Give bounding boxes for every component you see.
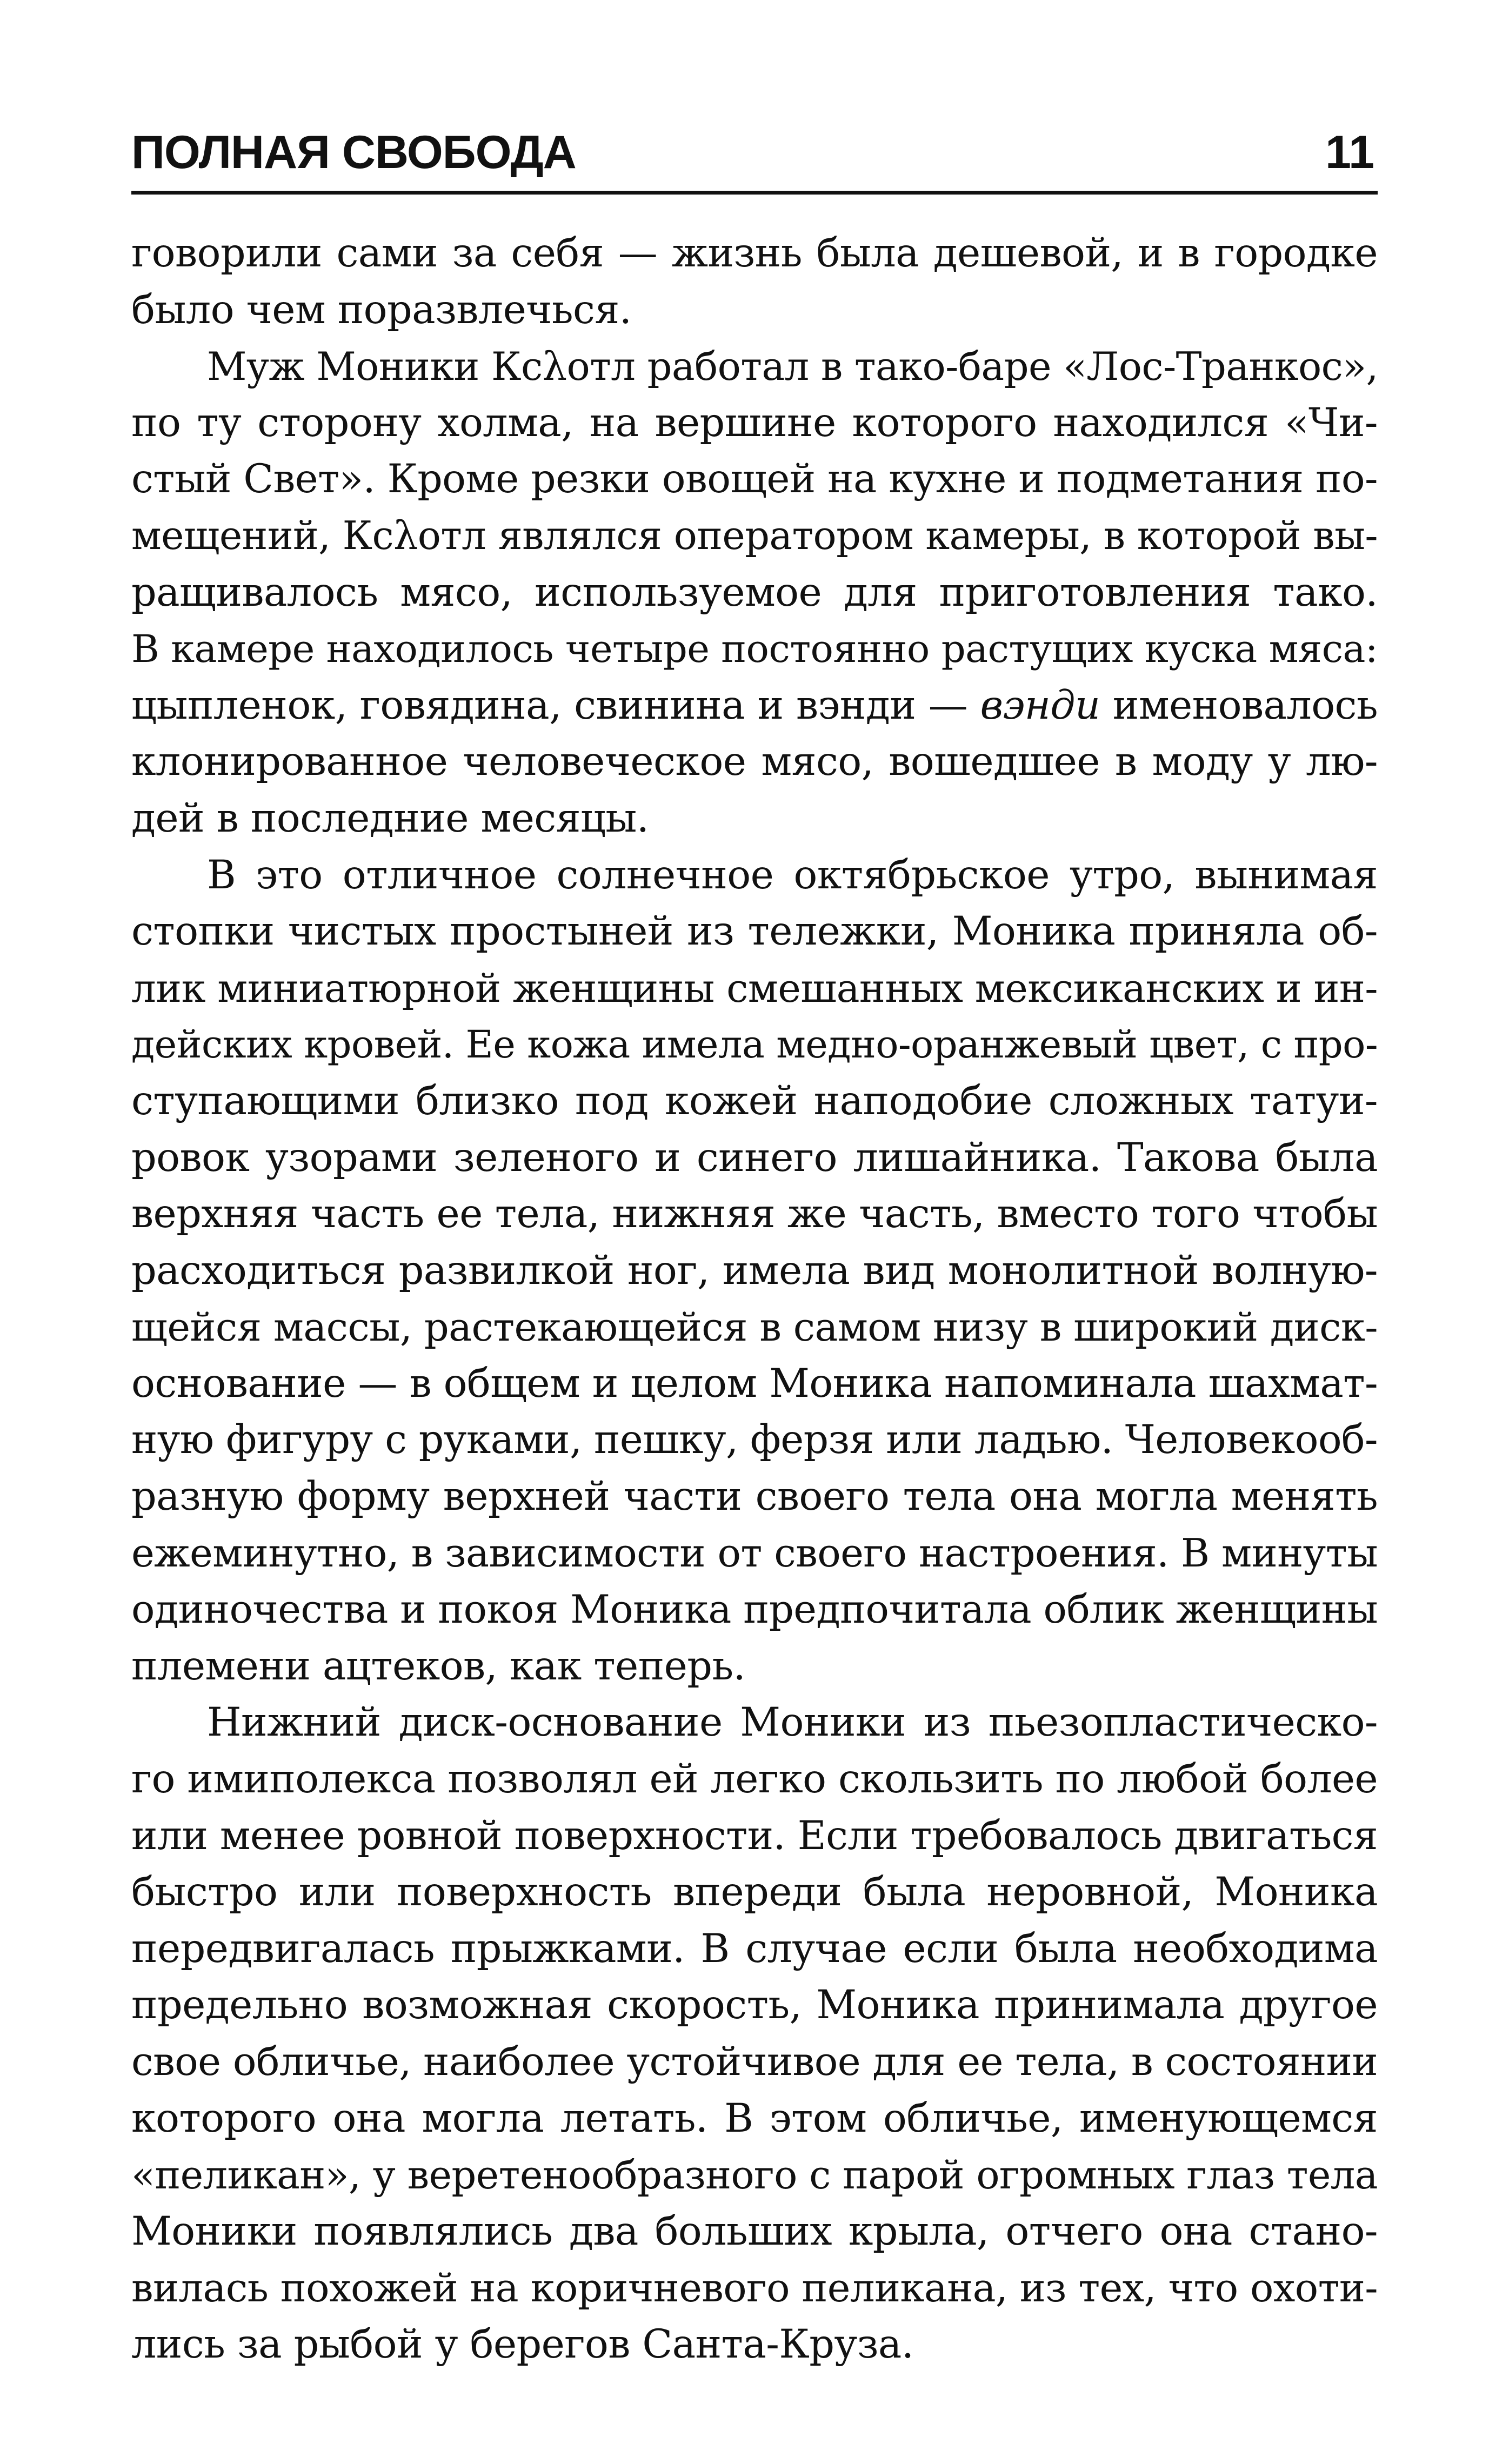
- text-line: Моники появлялись два больших крыла, отчего она стано-: [131, 2208, 1378, 2254]
- text-line: племени ацтеков, как теперь.: [131, 1643, 746, 1689]
- text-line: разную форму верхней части своего тела она могла менять: [131, 1474, 1378, 1520]
- text-line: или менее ровной поверхности. Если требовалось двигаться: [131, 1812, 1378, 1859]
- page-number: 11: [1325, 126, 1374, 178]
- text-line: которого она могла летать. В этом обличье, именующемся: [131, 2095, 1378, 2141]
- text-line: основание — в общем и целом Моника напоминала шахмат-: [131, 1360, 1378, 1407]
- text-line: предельно возможная скорость, Моника принимала другое: [131, 1982, 1378, 2028]
- text-line: ступающими близко под кожей наподобие сложных татуи-: [131, 1077, 1378, 1124]
- text-line: стый Свет». Кроме резки овощей на кухне и подметания по-: [131, 457, 1378, 503]
- text-line: по ту сторону холма, на вершине которого находился «Чи-: [131, 399, 1378, 446]
- text-line: быстро или поверхность впереди была неровной, Моника: [131, 1869, 1378, 1916]
- text-line: стопки чистых простыней из тележки, Моника приняла об-: [131, 908, 1378, 955]
- text-line: дейских кровей. Ее кожа имела медно-оранжевый цвет, с про-: [131, 1022, 1378, 1067]
- text-line: ную фигуру с руками, пешку, ферзя или ладью. Человекооб-: [131, 1417, 1378, 1463]
- text-line: мещений, Ксλотл являлся оператором камеры, в которой вы-: [131, 513, 1378, 558]
- text-line: ежеминутно, в зависимости от своего настроения. В минуты: [131, 1530, 1378, 1576]
- text-line-segment: цыпленок, говядина, свинина и вэнди —: [131, 682, 980, 728]
- text-line: клонированное человеческое мясо, вошедшее в моду у лю-: [131, 739, 1378, 785]
- running-head: [131, 125, 1378, 190]
- text-line: ращивалось мясо, используемое для приготовления тако.: [131, 569, 1378, 615]
- text-line: щейся массы, растекающейся в самом низу в широкий диск-: [131, 1304, 1378, 1350]
- text-line: дей в последние месяцы.: [131, 795, 649, 841]
- text-line: одиночества и покоя Моника предпочитала облик женщины: [131, 1587, 1378, 1633]
- text-line: В это отличное солнечное октябрьское утро, вынимая: [207, 852, 1378, 898]
- header-rule: [131, 191, 1378, 195]
- text-line: лись за рыбой у берегов Санта-Круза.: [131, 2321, 914, 2367]
- italic-term: вэнди: [980, 682, 1100, 728]
- text-line: было чем поразвлечься.: [131, 286, 632, 333]
- text-line: лик миниатюрной женщины смешанных мексиканских и ин-: [131, 965, 1378, 1011]
- text-line: «пеликан», у веретенообразного с парой огромных глаз тела: [131, 2152, 1378, 2198]
- text-line: Муж Моники Ксλотл работал в тако-баре «Лос-Транкос»,: [207, 344, 1378, 390]
- text-line: вилась похожей на коричневого пеликана, из тех, что охоти-: [131, 2265, 1378, 2311]
- text-line: го имиполекса позволял ей легко скользить по любой более: [131, 1756, 1378, 1803]
- text-line: верхняя часть ее тела, нижняя же часть, вместо того чтобы: [131, 1191, 1378, 1237]
- text-line: В камере находилось четыре постоянно растущих куска мяса:: [131, 627, 1378, 672]
- text-line: передвигалась прыжками. В случае если была необходима: [131, 1925, 1378, 1972]
- body-text: [131, 225, 1378, 2373]
- text-line: расходиться развилкой ног, имела вид монолитной волную-: [131, 1247, 1378, 1294]
- text-line-segment: именовалось: [1100, 682, 1378, 728]
- text-line: говорили сами за себя — жизнь была дешевой, и в городке: [131, 230, 1378, 276]
- text-line: ровок узорами зеленого и синего лишайника. Такова была: [131, 1134, 1378, 1181]
- text-line: Нижний диск-основание Моники из пьезопластическо-: [207, 1699, 1378, 1746]
- text-line: свое обличье, наиболее устойчивое для ее тела, в состоянии: [131, 2039, 1378, 2085]
- running-title: ПОЛНАЯ СВОБОДА: [131, 126, 576, 178]
- text-line: [131, 678, 1378, 734]
